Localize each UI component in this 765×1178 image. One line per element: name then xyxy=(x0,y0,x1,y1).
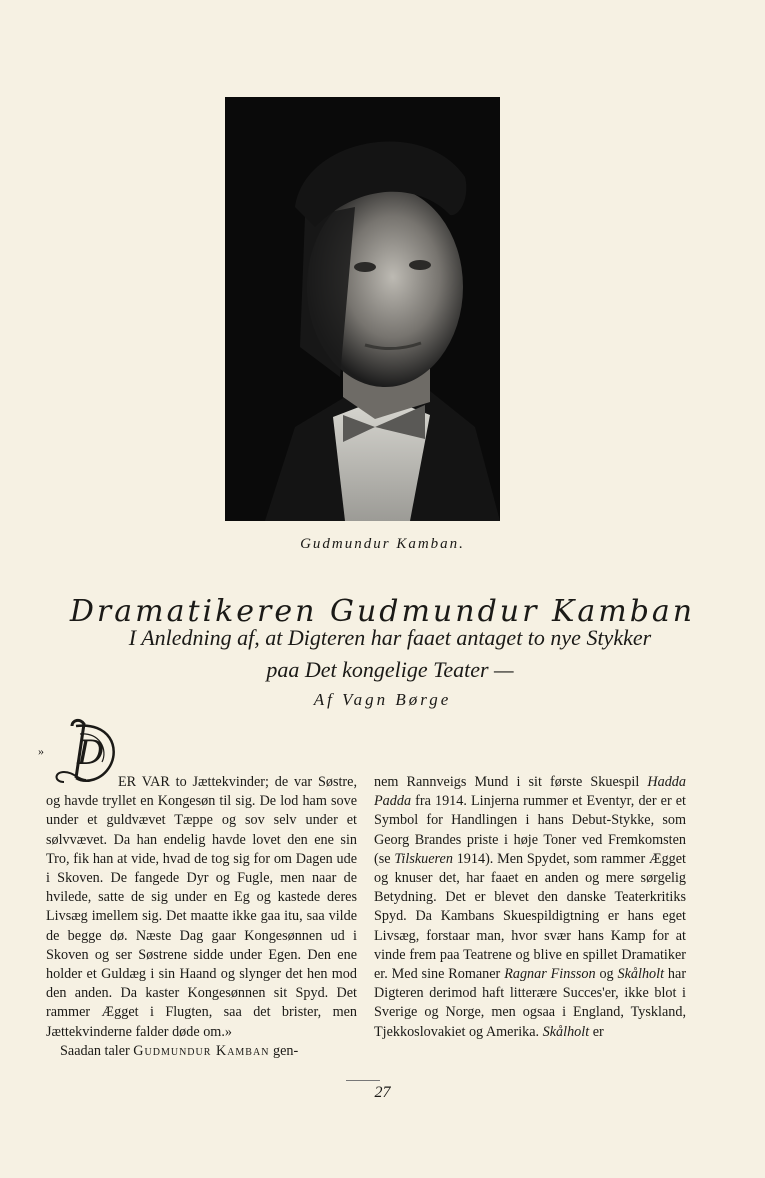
title-skalholt-1: Skålholt xyxy=(617,966,665,983)
title-tilskueren: Tilskueren xyxy=(394,850,453,867)
paragraph-right xyxy=(374,773,686,1042)
page-number-rule xyxy=(346,1080,380,1081)
right-text-2: fra 1914. Linjerna rummer et Eventyr, der er et Symbol for Handlingen i hans Debut-Stykke, som Georg Brandes priste i høje Toner ved Fremkomsten (se xyxy=(374,793,687,867)
svg-text:D: D xyxy=(77,733,105,773)
paragraph-opening xyxy=(46,773,357,1042)
portrait-image xyxy=(225,97,500,521)
subtitle-line-2: paa Det kongelige Teater — xyxy=(266,657,514,682)
article-subtitle xyxy=(60,622,720,686)
title-ragnar-finsson: Ragnar Finsson xyxy=(504,966,596,983)
paragraph-saadan-pre: Saadan taler xyxy=(60,1042,130,1059)
right-text-4: og xyxy=(599,966,614,983)
opening-quote: » xyxy=(38,744,44,758)
right-text-6: er xyxy=(592,1023,604,1040)
author-name-smallcaps: Gudmundur Kamban xyxy=(133,1042,270,1059)
right-text-3: 1914). Men Spydet, som rammer Ægget og knuser det, har faaet en anden og mere sørgelig Betydning. Det er blevet den danske Teaterkritiks Spyd. Da Kambans Skuespildigtning er hans eget Livsæg, forstaar man, hvor svær hans Kamp for at vinde frem paa Teatrene og blive en spillet Dramatiker er. Med sine Romaner xyxy=(374,850,687,983)
article-title: Dramatikeren Gudmundur Kamban xyxy=(69,594,696,630)
column-right xyxy=(374,773,686,1042)
photo-caption: Gudmundur Kamban. xyxy=(300,536,465,552)
right-text-5: har Digteren derimod haft litterære Succes'er, ikke blot i Sverige og Norge, men ogsaa i England, Tyskland, Tjekkoslovakiet og Amerika. xyxy=(374,966,687,1040)
title-skalholt-2: Skålholt xyxy=(542,1023,590,1040)
subtitle-line-1: I Anledning af, at Digteren har faaet antaget to nye Stykker xyxy=(128,625,652,650)
page-number: 27 xyxy=(374,1084,391,1101)
byline: Af Vagn Børge xyxy=(313,690,452,709)
column-left xyxy=(46,764,357,1061)
author-portrait xyxy=(225,97,500,521)
paragraph-saadan xyxy=(46,1042,357,1061)
right-text-1: nem Rannveigs Mund i sit første Skuespil xyxy=(374,774,640,790)
paragraph-saadan-post: gen- xyxy=(272,1042,299,1059)
opening-text: ER VAR to Jættekvinder; de var Søstre, og havde tryllet en Kongesøn til sig. De lod ham sove under et guldvævet Tæppe og sov selv under et sølvvævet. Da han endelig havde lovet den ene sin Tro, fik han at vide, hvad de tog sig for om Dagen ude i Skoven. De fangede Dyr og Fugle, men naar de hvilede, satte de sig under en Eg og kastede deres Livsæg imellem sig. Det maatte ikke gaa itu, saa vilde de begge dø. Næste Dag gaar Kongesønnen ud i Skoven og ser Søstrene sidde under Egen. Den ene holder et Guldæg i sin Haand og slynger det hen mod den anden. Da kaster Kongesønnen sit Spyd. Det rammer Ægget i Flugten, saa det brister, men Jættekvinderne falder døde om.» xyxy=(46,774,357,1040)
title-hadda-padda: Hadda Padda xyxy=(374,774,686,810)
